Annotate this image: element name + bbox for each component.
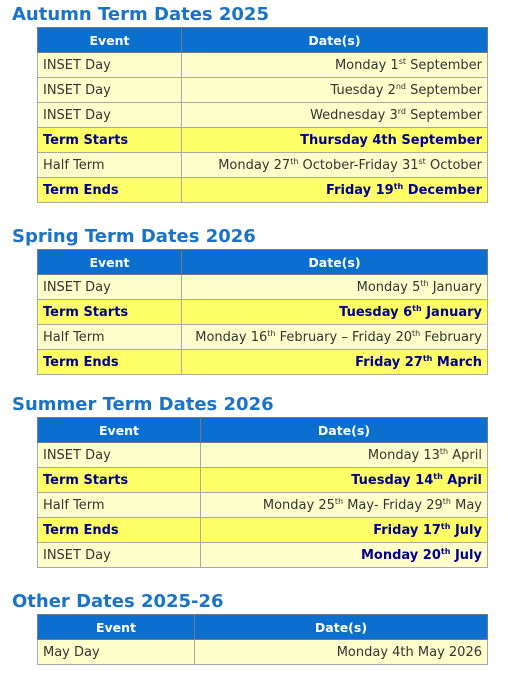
date-cell: Tuesday 2nd September bbox=[182, 78, 488, 103]
table-row bbox=[38, 103, 488, 128]
event-cell: Term Ends bbox=[38, 178, 182, 203]
spring-dates-table bbox=[37, 249, 488, 375]
autumn-dates-table bbox=[37, 27, 488, 203]
table-row bbox=[38, 518, 488, 543]
table-header-row bbox=[38, 615, 488, 640]
event-cell: Term Ends bbox=[38, 518, 201, 543]
date-cell: Monday 13th April bbox=[201, 443, 488, 468]
table-row bbox=[38, 640, 488, 665]
event-column-header: Event bbox=[38, 418, 201, 443]
table-row bbox=[38, 443, 488, 468]
date-cell: Tuesday 6th January bbox=[182, 300, 488, 325]
event-column-header: Event bbox=[38, 250, 182, 275]
event-cell: INSET Day bbox=[38, 443, 201, 468]
table-row bbox=[38, 178, 488, 203]
section-title-spring: Spring Term Dates 2026 bbox=[12, 226, 256, 247]
date-cell: Monday 25th May- Friday 29th May bbox=[201, 493, 488, 518]
section-title-summer: Summer Term Dates 2026 bbox=[12, 394, 274, 415]
event-cell: Half Term bbox=[38, 493, 201, 518]
event-cell: Term Starts bbox=[38, 468, 201, 493]
date-cell: Monday 27th October-Friday 31st October bbox=[182, 153, 488, 178]
table-row bbox=[38, 350, 488, 375]
event-column-header: Event bbox=[38, 28, 182, 53]
table-row bbox=[38, 543, 488, 568]
table-row bbox=[38, 468, 488, 493]
section-title-other: Other Dates 2025-26 bbox=[12, 591, 224, 612]
date-cell: Monday 20th July bbox=[201, 543, 488, 568]
date-cell: Wednesday 3rd September bbox=[182, 103, 488, 128]
dates-column-header: Date(s) bbox=[195, 615, 488, 640]
table-row bbox=[38, 128, 488, 153]
event-cell: Term Ends bbox=[38, 350, 182, 375]
event-column-header: Event bbox=[38, 615, 195, 640]
table-row bbox=[38, 300, 488, 325]
date-cell: Monday 1st September bbox=[182, 53, 488, 78]
table-header-row bbox=[38, 250, 488, 275]
event-cell: Term Starts bbox=[38, 128, 182, 153]
table-row bbox=[38, 78, 488, 103]
event-cell: INSET Day bbox=[38, 53, 182, 78]
event-cell: May Day bbox=[38, 640, 195, 665]
table-header-row bbox=[38, 418, 488, 443]
event-cell: INSET Day bbox=[38, 103, 182, 128]
dates-column-header: Date(s) bbox=[182, 28, 488, 53]
table-row bbox=[38, 493, 488, 518]
date-cell: Friday 19th December bbox=[182, 178, 488, 203]
section-title-autumn: Autumn Term Dates 2025 bbox=[12, 4, 269, 25]
date-cell: Friday 17th July bbox=[201, 518, 488, 543]
dates-column-header: Date(s) bbox=[182, 250, 488, 275]
event-cell: Half Term bbox=[38, 325, 182, 350]
event-cell: INSET Day bbox=[38, 275, 182, 300]
table-row bbox=[38, 153, 488, 178]
date-cell: Friday 27th March bbox=[182, 350, 488, 375]
date-cell: Monday 5th January bbox=[182, 275, 488, 300]
date-cell: Thursday 4th September bbox=[182, 128, 488, 153]
event-cell: INSET Day bbox=[38, 543, 201, 568]
table-row bbox=[38, 275, 488, 300]
date-cell: Monday 4th May 2026 bbox=[195, 640, 488, 665]
table-header-row bbox=[38, 28, 488, 53]
date-cell: Monday 16th February – Friday 20th February bbox=[182, 325, 488, 350]
event-cell: Term Starts bbox=[38, 300, 182, 325]
date-cell: Tuesday 14th April bbox=[201, 468, 488, 493]
table-row bbox=[38, 325, 488, 350]
event-cell: INSET Day bbox=[38, 78, 182, 103]
other-dates-table bbox=[37, 614, 488, 665]
table-row bbox=[38, 53, 488, 78]
event-cell: Half Term bbox=[38, 153, 182, 178]
summer-dates-table bbox=[37, 417, 488, 568]
dates-column-header: Date(s) bbox=[201, 418, 488, 443]
